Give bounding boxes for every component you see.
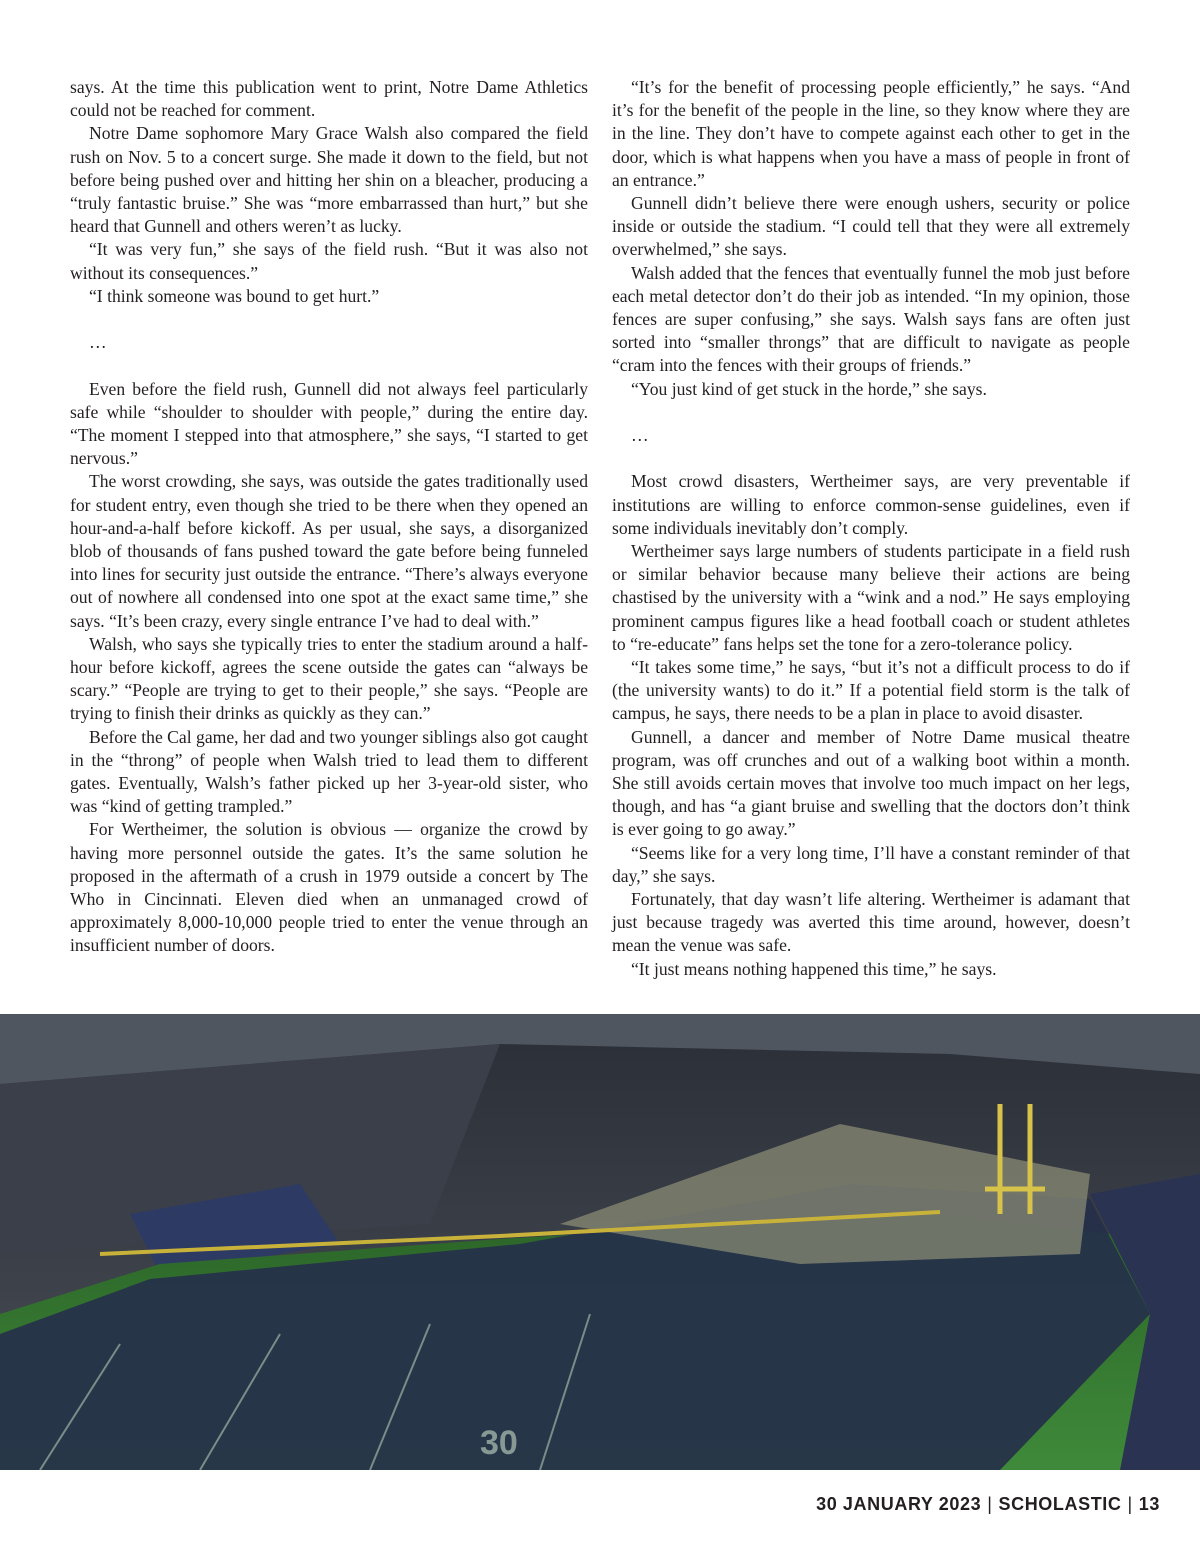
paragraph: “It takes some time,” he says, “but it’s not a difficult process to do if (the university wants) to do it.” If a potential field storm is the talk of campus, he says, there needs to be a plan in place to avoid disaster. <box>612 657 1130 724</box>
paragraph: says. At the time this publication went to print, Notre Dame Athletics could not be reached for comment. <box>70 77 588 121</box>
paragraph: Gunnell, a dancer and member of Notre Dame musical theatre program, was off crunches and out of a walking boot within a month. She still avoids certain moves that involve too much impact on her legs, though, and has “a giant bruise and swelling that the doctors don’t think is ever going to go away.” <box>612 726 1130 840</box>
stadium-crowd-photo <box>0 1014 1200 1470</box>
paragraph: Fortunately, that day wasn’t life altering. Wertheimer is adamant that just because tragedy was averted this time around, however, doesn’t mean the venue was safe. <box>612 889 1130 956</box>
publication-name: SCHOLASTIC <box>998 1494 1122 1514</box>
paragraph: “It’s for the benefit of processing people efficiently,” he says. “And it’s for the benefit of the people in the line, so they know where they are in the line. They don’t have to compete against each other to get in the door, which is what happens when you have a mass of people in front of an entrance.” <box>612 77 1130 190</box>
paragraph: Even before the field rush, Gunnell did not always feel particularly safe while “shoulder to shoulder with people,” during the entire day. “The moment I stepped into that atmosphere,” she says, “I started to get nervous.” <box>70 378 588 469</box>
paragraph: Walsh, who says she typically tries to enter the stadium around a half-hour before kickoff, agrees the scene outside the gates can “always be scary.” “People are trying to get to their people,” she says. “People are trying to finish their drinks as quickly as they can.” <box>70 633 588 724</box>
issue-date: 30 JANUARY 2023 <box>816 1494 982 1514</box>
paragraph: Gunnell didn’t believe there were enough ushers, security or police inside or outside the stadium. “I could tell that they were all extremely overwhelmed,” she says. <box>612 193 1130 260</box>
paragraph: “You just kind of get stuck in the horde,” she says. <box>631 378 987 399</box>
paragraph: The worst crowding, she says, was outside the gates traditionally used for student entry, even though she tried to be there when they opened an hour-and-a-half before kickoff. As per usual, she says, a disorganized blob of thousands of fans pushed toward the gate before being funneled into lines for security just outside the entrance. “There’s always everyone out of nowhere all condensed into one spot at the exact same time,” she says. “It’s been crazy, every single entrance I’ve had to deal with.” <box>70 471 588 631</box>
right-article-column <box>612 76 1130 981</box>
paragraph: “It just means nothing happened this time,” he says. <box>631 958 997 979</box>
page-number: 13 <box>1138 1494 1160 1514</box>
paragraph: Notre Dame sophomore Mary Grace Walsh also compared the field rush on Nov. 5 to a concert surge. She made it down to the field, but not before being pushed over and hitting her shin on a bleacher, producing a “truly fantastic bruise.” She was “more embarrassed than hurt,” but she heard that Gunnell and others weren’t as lucky. <box>70 123 588 237</box>
section-break: … <box>89 332 107 353</box>
page-footer: 30 JANUARY 2023 | SCHOLASTIC | 13 <box>816 1494 1160 1514</box>
paragraph: Wertheimer says large numbers of students participate in a field rush or similar behavior because many believe their actions are being chastised by the university with a “wink and a nod.” He says employing prominent campus figures like a head football coach or student athletes to “re-educate” fans helps set the tone for a zero-tolerance policy. <box>612 541 1130 654</box>
paragraph: Walsh added that the fences that eventually funnel the mob just before each metal detector don’t do their job as intended. “In my opinion, those fences are super confusing,” she says. Walsh says fans are often just sorted into “smaller throngs” that are difficult to navigate as people “cram into the fences with their groups of friends.” <box>612 262 1130 376</box>
left-article-column <box>70 76 588 958</box>
paragraph: “Seems like for a very long time, I’ll have a constant reminder of that day,” she says. <box>612 842 1130 886</box>
paragraph: “It was very fun,” she says of the field rush. “But it was also not without its consequences.” <box>70 239 588 283</box>
paragraph: For Wertheimer, the solution is obvious — organize the crowd by having more personnel outside the gates. It’s the same solution he proposed in the aftermath of a crush in 1979 outside a concert by The Who in Cincinnati. Eleven died when an unmanaged crowd of approximately 8,000-10,000 people tried to enter the venue through an insufficient number of doors. <box>70 819 588 956</box>
field-number: 30 <box>480 1424 518 1462</box>
paragraph: Before the Cal game, her dad and two younger siblings also got caught in the “throng” of people when Walsh tried to lead them to different gates. Eventually, Walsh’s father picked up her 3-year-old sister, who was “kind of getting trampled.” <box>70 726 588 817</box>
section-break: … <box>631 425 649 446</box>
paragraph: “I think someone was bound to get hurt.” <box>89 285 380 306</box>
paragraph: Most crowd disasters, Wertheimer says, are very preventable if institutions are willing to enforce common-sense guidelines, even if some individuals inevitably don’t comply. <box>612 471 1130 538</box>
